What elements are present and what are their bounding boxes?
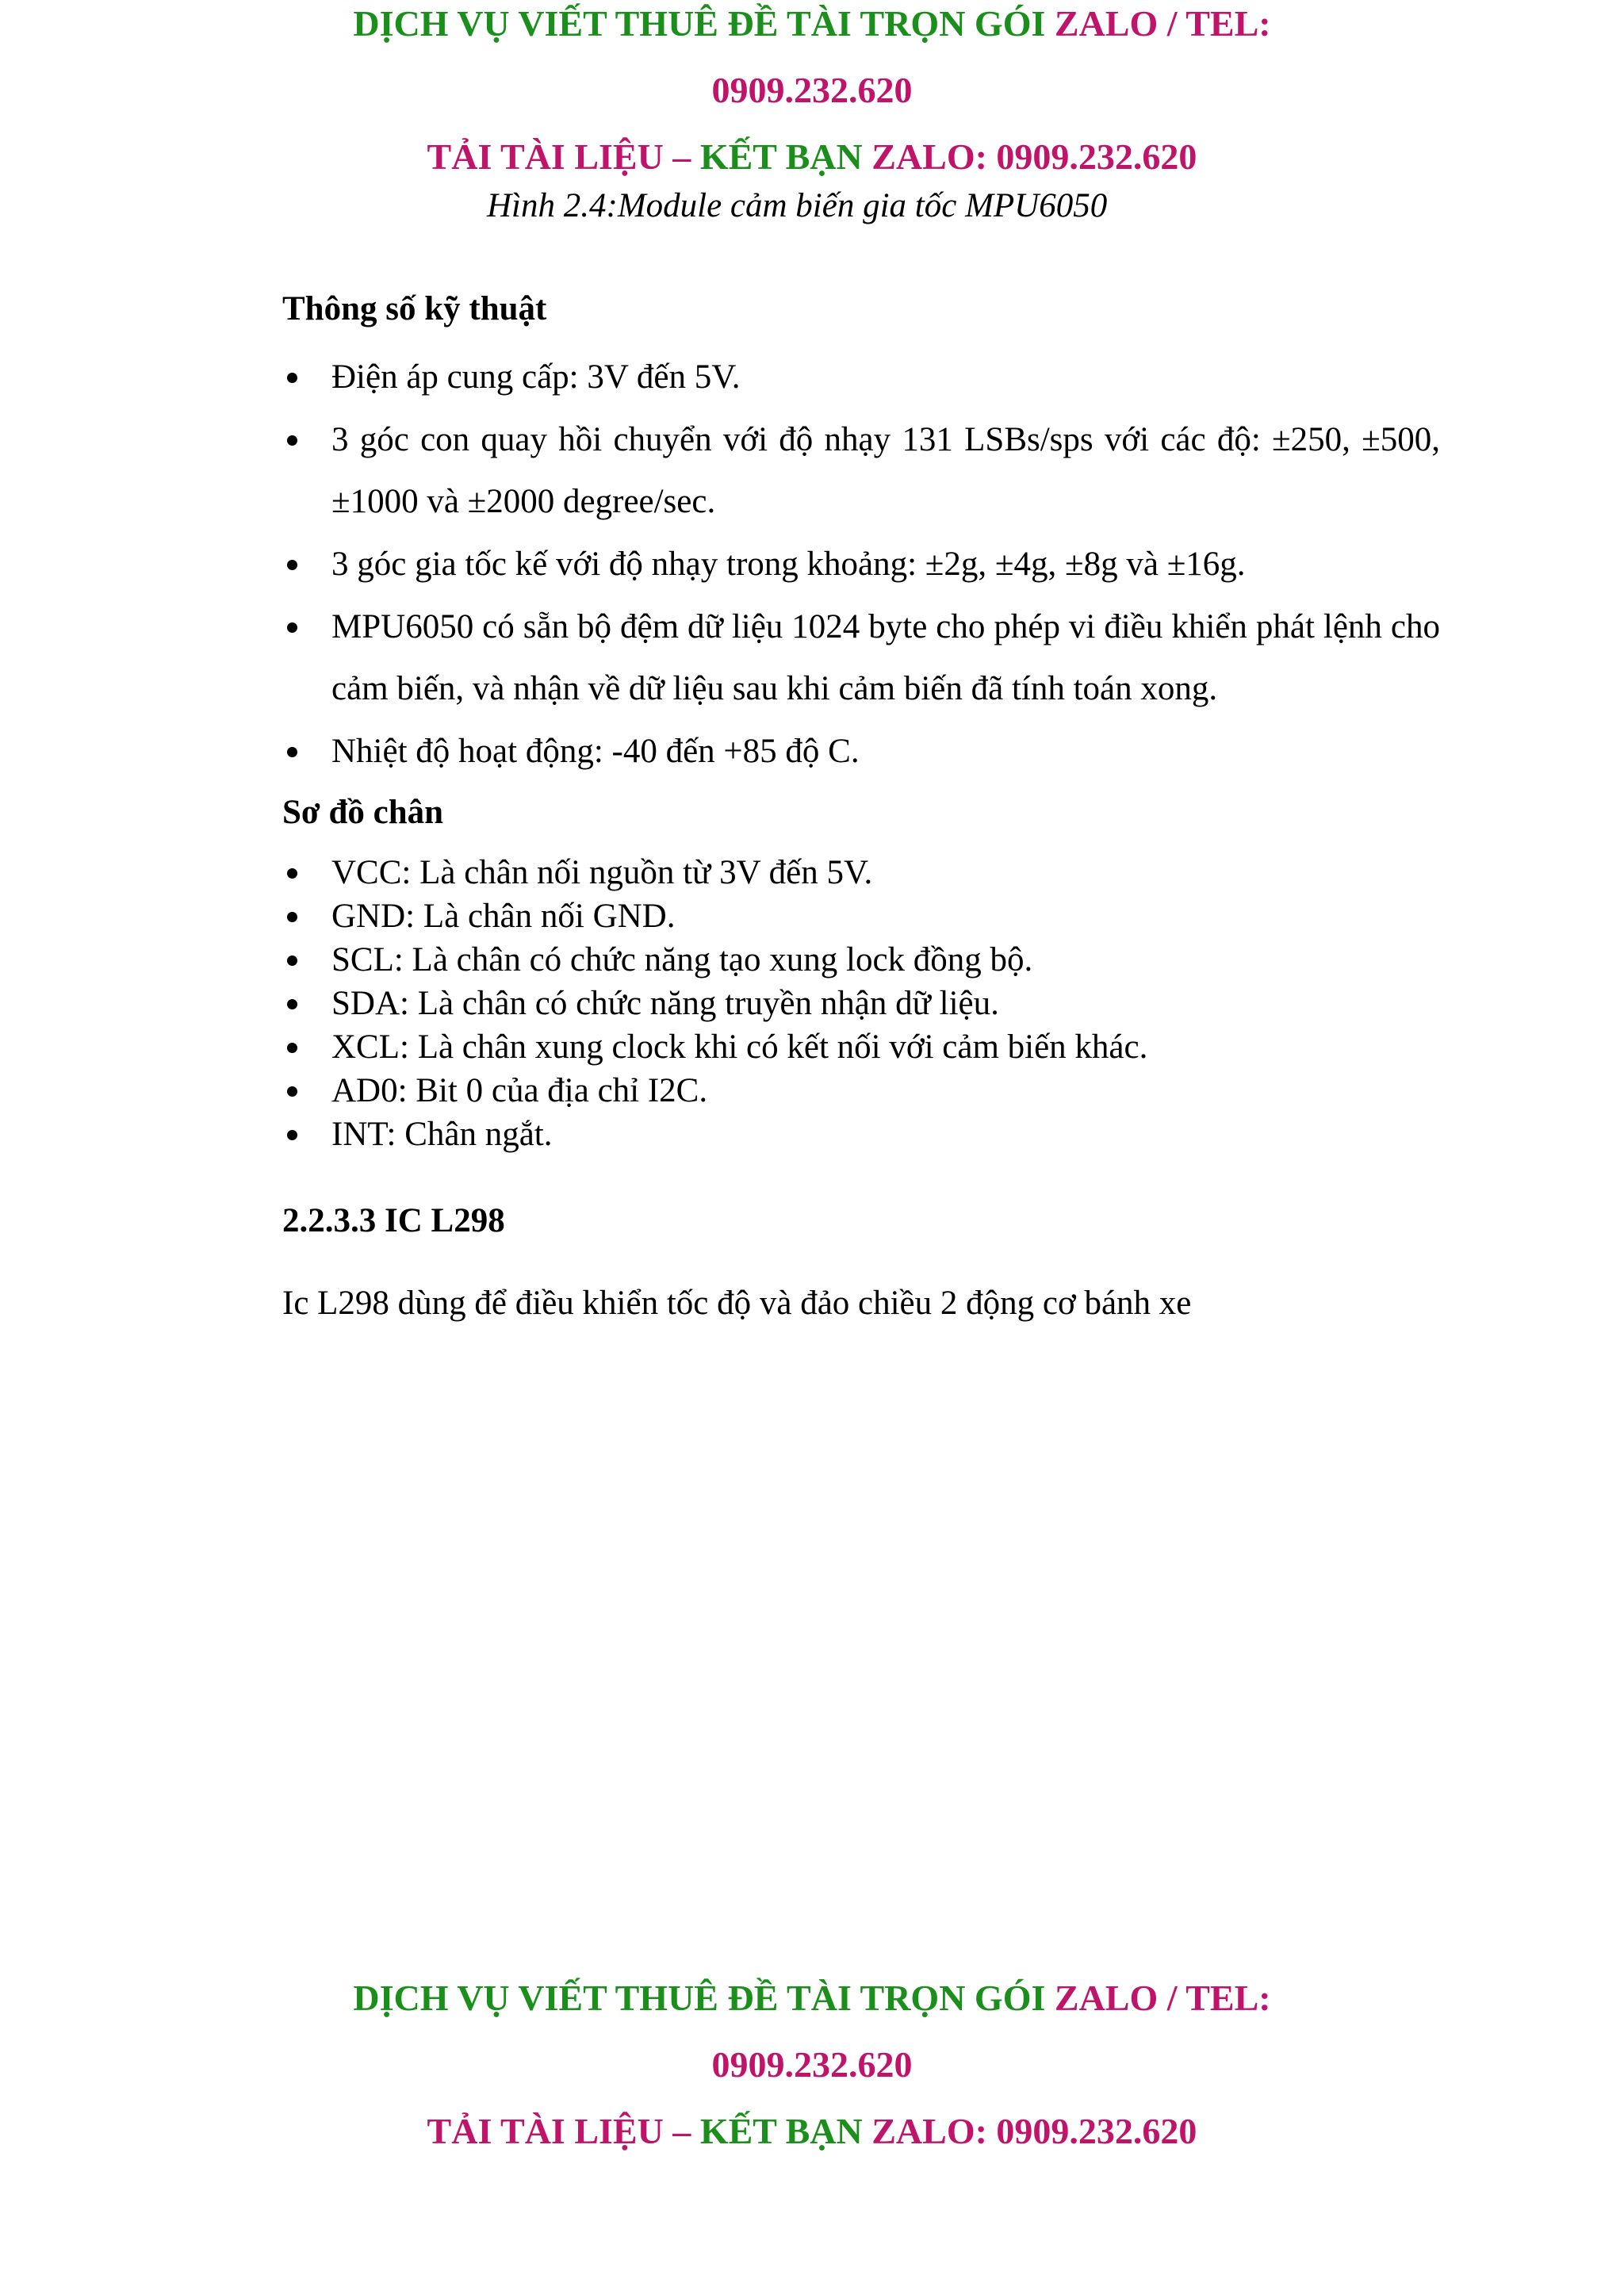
list-item-text: XCL: Là chân xung clock khi có kết nối với cảm biến khác.: [331, 1028, 1148, 1066]
bullet-icon: [287, 956, 297, 966]
bullet-icon: [287, 435, 297, 446]
banner-line-service: [0, 1965, 1624, 2032]
list-item-text: VCC: Là chân nối nguồn từ 3V đến 5V.: [331, 854, 873, 891]
banner-service-text: DỊCH VỤ VIẾT THUÊ ĐỀ TÀI TRỌN GÓI: [353, 1978, 1046, 2018]
list-item: [282, 1025, 1440, 1069]
bullet-icon: [287, 1130, 297, 1140]
banner-phone: 0909.232.620: [711, 2044, 913, 2085]
list-item: [282, 851, 1440, 894]
list-item-text: SDA: Là chân có chức năng truyền nhận dữ liệu.: [331, 985, 999, 1022]
banner-contact-label: ZALO / TEL:: [1054, 3, 1271, 44]
list-item: [282, 1069, 1440, 1113]
bullet-icon: [287, 912, 297, 922]
list-item-text: 3 góc con quay hồi chuyển với độ nhạy 131 LSBs/sps với các độ: ±250, ±500, ±1000 và ±2000 degree/sec.: [331, 421, 1440, 520]
list-item-text: MPU6050 có sẵn bộ đệm dữ liệu 1024 byte cho phép vi điều khiển phát lệnh cho cảm biến, và nhận về dữ liệu sau khi cảm biến đã tính toán xong.: [331, 608, 1440, 707]
list-item: [282, 596, 1440, 720]
bullet-icon: [287, 560, 297, 570]
bullet-icon: [287, 622, 297, 633]
banner-phone: 0909.232.620: [711, 70, 913, 110]
section-paragraph: Ic L298 dùng để điều khiển tốc độ và đảo chiều 2 động cơ bánh xe: [282, 1285, 1192, 1322]
banner-zalo-phone: ZALO: 0909.232.620: [871, 136, 1197, 177]
list-item-text: SCL: Là chân có chức năng tạo xung lock đồng bộ.: [331, 941, 1033, 978]
footer-banner: [0, 1965, 1624, 2165]
list-item: [282, 938, 1440, 982]
list-item-text: Nhiệt độ hoạt động: -40 đến +85 độ C.: [331, 733, 860, 770]
list-item: [282, 894, 1440, 938]
section-heading: 2.2.3.3 IC L298: [282, 1202, 505, 1239]
specs-list: [282, 347, 1440, 783]
list-item: [282, 982, 1440, 1025]
bullet-icon: [287, 868, 297, 879]
specs-heading: Thông số kỹ thuật: [282, 290, 547, 327]
banner-friend-text: KẾT BẠN: [699, 136, 863, 177]
bullet-icon: [287, 1043, 297, 1053]
banner-contact-label: ZALO / TEL:: [1054, 1978, 1271, 2018]
banner-line-download: [0, 2098, 1624, 2165]
banner-line-service: [0, 0, 1624, 57]
bullet-icon: [287, 1086, 297, 1097]
list-item: [282, 721, 1440, 783]
pins-list: [282, 851, 1440, 1156]
banner-service-text: DỊCH VỤ VIẾT THUÊ ĐỀ TÀI TRỌN GÓI: [353, 3, 1046, 44]
bullet-icon: [287, 747, 297, 757]
list-item: [282, 409, 1440, 533]
banner-zalo-phone: ZALO: 0909.232.620: [871, 2111, 1197, 2151]
pins-heading: Sơ đồ chân: [282, 794, 444, 831]
header-banner: [0, 0, 1624, 190]
bullet-icon: [287, 373, 297, 383]
figure-caption: Hình 2.4:Module cảm biến gia tốc MPU6050: [487, 187, 1108, 224]
list-item-text: Điện áp cung cấp: 3V đến 5V.: [331, 358, 741, 396]
banner-line-download: [0, 124, 1624, 190]
list-item-text: AD0: Bit 0 của địa chỉ I2C.: [331, 1072, 708, 1109]
banner-download-text: TẢI TÀI LIỆU –: [427, 2111, 691, 2151]
list-item-text: INT: Chân ngắt.: [331, 1116, 553, 1153]
list-item: [282, 534, 1440, 596]
list-item-text: GND: Là chân nối GND.: [331, 898, 676, 935]
bullet-icon: [287, 999, 297, 1009]
list-item: [282, 347, 1440, 408]
banner-friend-text: KẾT BẠN: [699, 2111, 863, 2151]
list-item: [282, 1113, 1440, 1156]
list-item-text: 3 góc gia tốc kế với độ nhạy trong khoảng: ±2g, ±4g, ±8g và ±16g.: [331, 546, 1246, 583]
banner-download-text: TẢI TÀI LIỆU –: [427, 136, 691, 177]
